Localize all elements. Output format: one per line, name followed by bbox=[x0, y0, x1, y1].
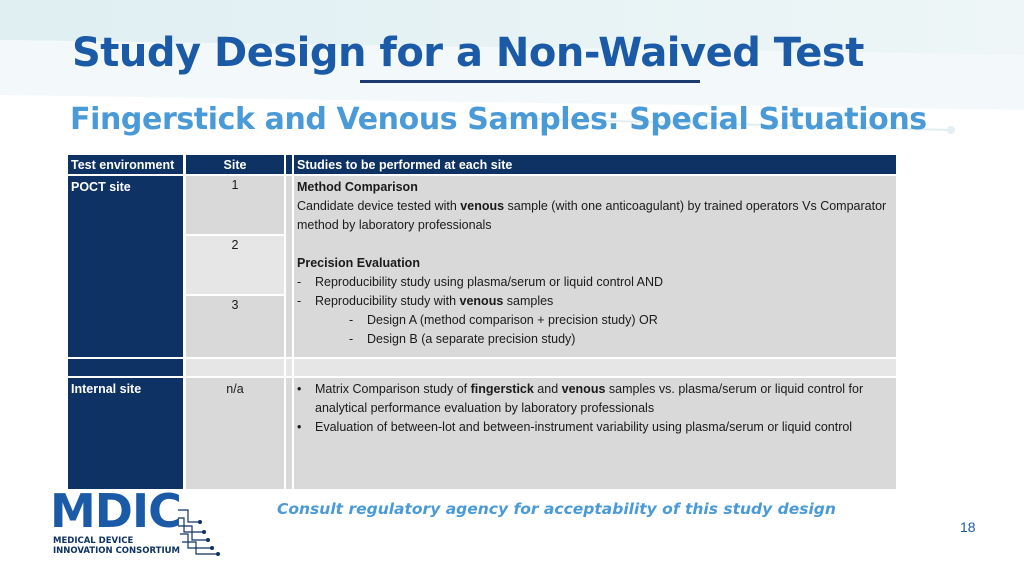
precision-bullet: - bbox=[297, 275, 302, 289]
precision-item bbox=[297, 292, 893, 311]
precision-evaluation-title: Precision Evaluation bbox=[297, 256, 420, 270]
header-studies: Studies to be performed at each site bbox=[294, 155, 896, 174]
internal-environment-cell bbox=[68, 378, 183, 489]
internal-bullet: • bbox=[297, 382, 302, 396]
header-test-environment: Test environment bbox=[68, 155, 183, 174]
internal-site-cell bbox=[186, 378, 284, 489]
internal-item-text: Matrix Comparison study of bbox=[315, 382, 471, 396]
precision-item bbox=[297, 273, 893, 292]
internal-item-bold: fingerstick bbox=[470, 382, 534, 396]
site-cell-3 bbox=[186, 296, 284, 357]
footer-note: Consult regulatory agency for acceptability of this study design bbox=[277, 500, 836, 518]
internal-spacer bbox=[286, 378, 292, 489]
poct-spacer bbox=[286, 176, 292, 357]
site-cell-2 bbox=[186, 236, 284, 294]
precision-item-bold: venous bbox=[459, 294, 504, 308]
poct-studies-cell bbox=[294, 176, 896, 357]
design-item bbox=[297, 330, 893, 349]
page-subtitle: Fingerstick and Venous Samples: Special Situations bbox=[70, 102, 927, 137]
design-bullet: - bbox=[349, 332, 354, 346]
header-site: Site bbox=[186, 155, 284, 174]
study-design-table bbox=[68, 155, 896, 489]
method-text-post: sample (with one anticoagulant) by trained operators Vs Comparator method by laboratory professionals bbox=[297, 199, 887, 232]
precision-item-text: Reproducibility study using plasma/serum or liquid control AND bbox=[315, 275, 664, 289]
precision-item-post: samples bbox=[503, 294, 554, 308]
page-title: Study Design for a Non-Waived Test bbox=[72, 30, 864, 76]
poct-environment-label: POCT site bbox=[71, 180, 131, 194]
internal-environment-label: Internal site bbox=[71, 382, 142, 396]
internal-item-post: samples vs. plasma/serum or liquid control for analytical performance evaluation by laboratory professionals bbox=[315, 382, 864, 415]
site-number-1: 1 bbox=[231, 178, 239, 192]
separator-cell-site bbox=[186, 359, 284, 376]
method-comparison-text bbox=[297, 197, 893, 235]
separator-cell-env bbox=[68, 359, 183, 376]
method-comparison-title: Method Comparison bbox=[297, 180, 418, 194]
logo-line-2: INNOVATION CONSORTIUM bbox=[53, 546, 180, 556]
internal-item-bold: venous bbox=[561, 382, 606, 396]
logo-wordmark: MDIC bbox=[50, 484, 181, 538]
internal-bullet: • bbox=[297, 420, 302, 434]
design-bullet: - bbox=[349, 313, 354, 327]
method-text-pre: Candidate device tested with bbox=[297, 199, 461, 213]
site-number-3: 3 bbox=[231, 298, 239, 312]
precision-item-text: Reproducibility study with bbox=[315, 294, 460, 308]
design-item-text: Design B (a separate precision study) bbox=[367, 332, 576, 346]
design-item bbox=[297, 311, 893, 330]
internal-item-mid: and bbox=[533, 382, 562, 396]
mdic-logo bbox=[50, 484, 225, 562]
method-text-bold: venous bbox=[460, 199, 505, 213]
logo-line-1: MEDICAL DEVICE bbox=[53, 536, 134, 546]
internal-item-text: Evaluation of between-lot and between-instrument variability using plasma/serum or liquid control bbox=[315, 420, 853, 434]
internal-item bbox=[297, 380, 893, 418]
design-item-text: Design A (method comparison + precision study) OR bbox=[367, 313, 658, 327]
site-cell-1 bbox=[186, 176, 284, 234]
internal-site-value: n/a bbox=[226, 382, 244, 396]
page-number: 18 bbox=[960, 519, 976, 535]
poct-environment-cell bbox=[68, 176, 183, 357]
internal-studies-cell bbox=[294, 378, 896, 489]
precision-bullet: - bbox=[297, 294, 302, 308]
separator-cell-studies bbox=[294, 359, 896, 376]
separator-cell-spacer bbox=[286, 359, 292, 376]
title-underline bbox=[360, 80, 700, 83]
circuit-icon bbox=[178, 492, 224, 556]
internal-item bbox=[297, 418, 893, 437]
header-spacer bbox=[286, 155, 292, 174]
site-number-2: 2 bbox=[231, 238, 239, 252]
